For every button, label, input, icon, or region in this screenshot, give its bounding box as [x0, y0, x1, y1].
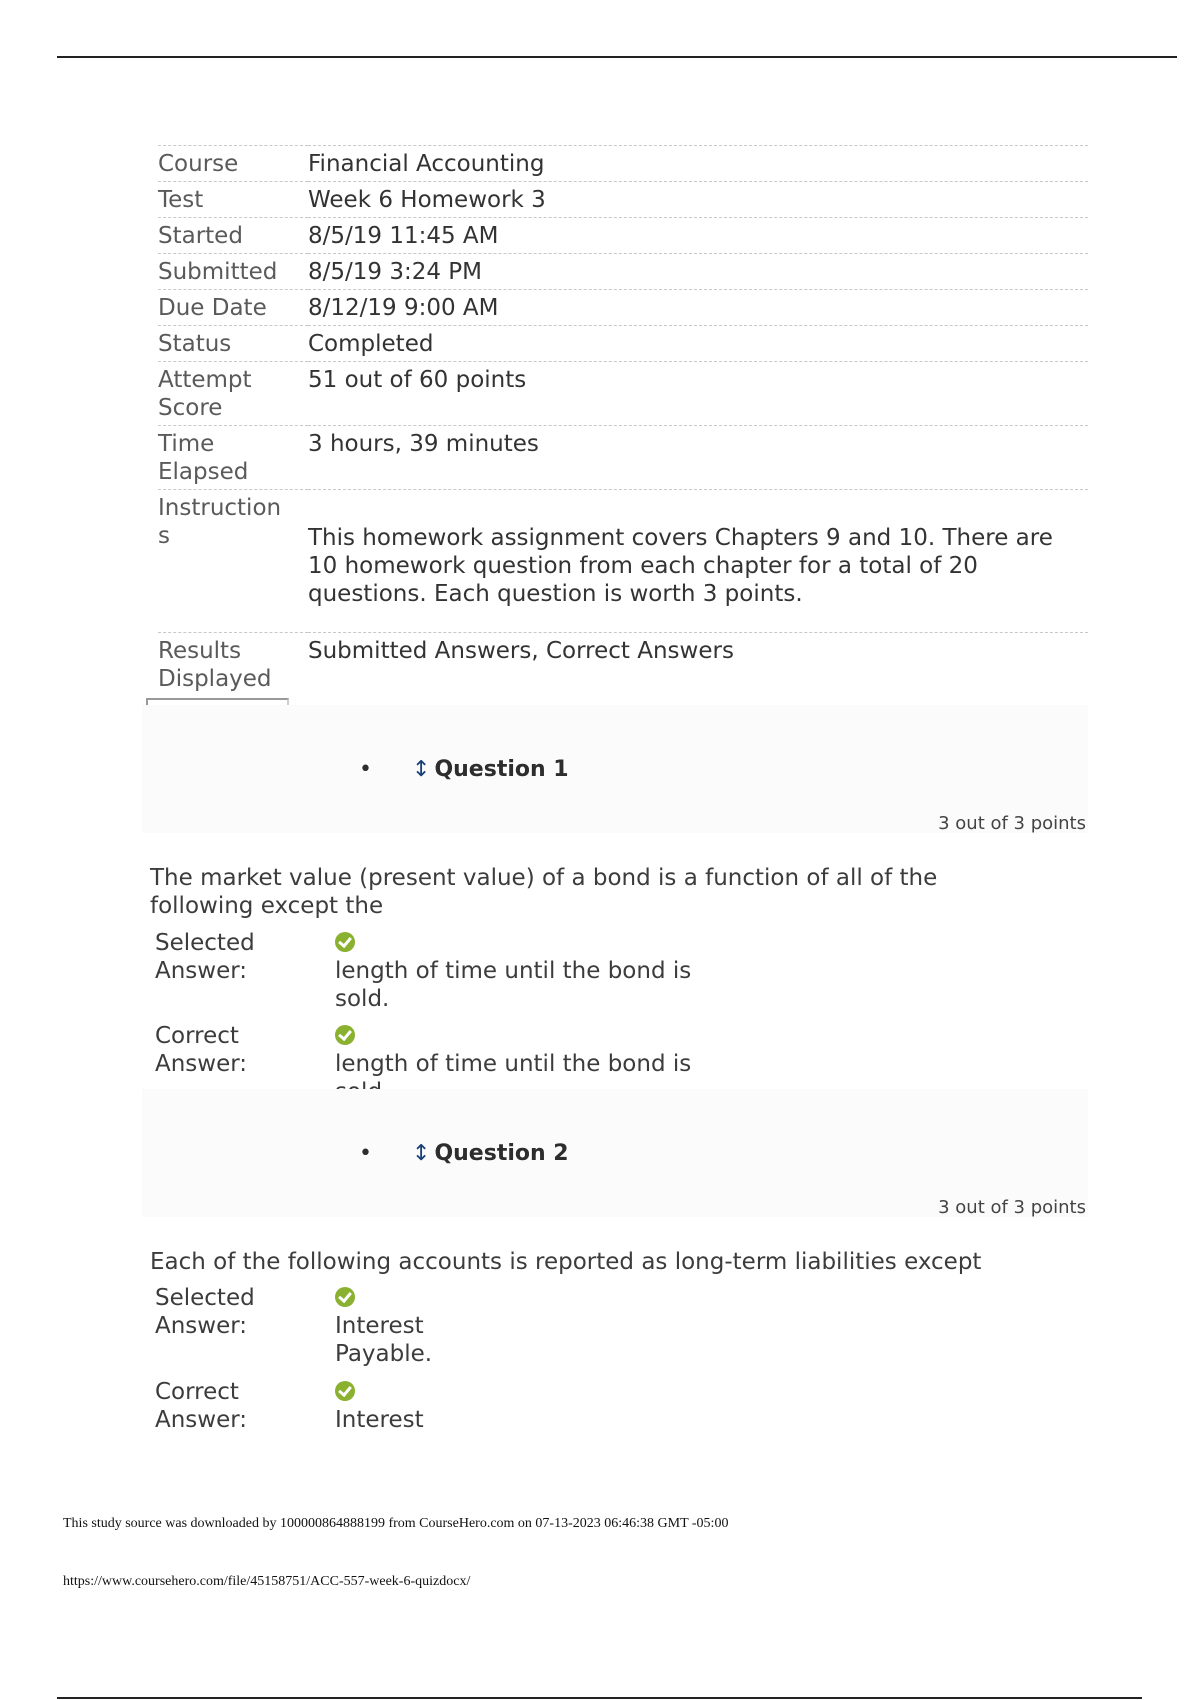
correct-check-icon: [335, 1025, 355, 1045]
info-row-status: [158, 326, 1088, 362]
instructions-label: [158, 490, 308, 633]
results-displayed-label-line2: Displayed: [158, 666, 272, 692]
time-elapsed-value: 3 hours, 39 minutes: [308, 431, 539, 457]
question-1-title-wrap[interactable]: [359, 757, 569, 782]
reorder-arrows-icon: ↕: [412, 1141, 431, 1166]
question-2-correct-answer: [155, 1378, 775, 1438]
info-row-attempt-score: [158, 362, 1088, 426]
question-1-header: [142, 705, 1088, 833]
bottom-rule: [57, 1697, 1142, 1699]
attempt-score-value: 51 out of 60 points: [308, 367, 527, 393]
selected-answer-text: Interest Payable.: [335, 1313, 433, 1367]
correct-label-line2: Answer:: [155, 1407, 248, 1433]
submitted-value: 8/5/19 3:24 PM: [308, 259, 483, 285]
attempt-score-label-line1: Attempt: [158, 367, 252, 393]
status-label: Status: [158, 331, 232, 357]
question-2-title: Question 2: [434, 1141, 569, 1166]
selected-label-line1: Selected: [155, 1285, 255, 1311]
correct-label-line1: Correct: [155, 1379, 239, 1405]
info-row-course: [158, 146, 1088, 182]
correct-answer-text: length of time until the bond is: [335, 1051, 692, 1077]
selected-answer-text: length of time until the bond is sold.: [335, 958, 692, 1012]
started-label: Started: [158, 223, 243, 249]
time-elapsed-label-line2: Elapsed: [158, 459, 249, 485]
instructions-text: This homework assignment covers Chapters 9 and 10. There are 10 homework question from each chapter for a total of 20 questions. Each question is worth 3 points.: [308, 525, 1053, 607]
info-row-submitted: [158, 254, 1088, 290]
reorder-arrows-icon: ↕: [412, 757, 431, 782]
correct-check-icon: [335, 932, 355, 952]
instructions-label-line2: s: [158, 523, 170, 549]
correct-answer-label: [155, 1378, 325, 1434]
test-value: Week 6 Homework 3: [308, 187, 546, 213]
results-displayed-label-line1: Results: [158, 638, 242, 664]
correct-answer-body: [335, 1378, 715, 1434]
selected-answer-body: [335, 929, 715, 1013]
status-value: Completed: [308, 331, 434, 357]
correct-check-icon: [335, 1287, 355, 1307]
course-value: Financial Accounting: [308, 151, 545, 177]
results-displayed-value: Submitted Answers, Correct Answers: [308, 638, 734, 664]
due-date-value: 8/12/19 9:00 AM: [308, 295, 499, 321]
question-1-selected-answer: [155, 929, 775, 1019]
download-notice: This study source was downloaded by 100000864888199 from CourseHero.com on 07-13-2023 06:46:38 GMT -05:00: [63, 1516, 729, 1531]
submitted-label: Submitted: [158, 259, 278, 285]
selected-label-line1: Selected: [155, 930, 255, 956]
course-label: Course: [158, 151, 239, 177]
info-row-results-displayed: [158, 633, 1088, 697]
source-url[interactable]: https://www.coursehero.com/file/45158751/ACC-557-week-6-quizdocx/: [63, 1574, 471, 1589]
time-elapsed-label-line1: Time: [158, 431, 215, 457]
test-label: Test: [158, 187, 204, 213]
question-2-title-wrap[interactable]: [359, 1141, 569, 1166]
question-1-points: 3 out of 3 points: [938, 813, 1086, 834]
selected-label-line2: Answer:: [155, 1313, 248, 1339]
info-row-started: [158, 218, 1088, 254]
question-1-title: Question 1: [434, 757, 569, 782]
selected-answer-label: [155, 929, 325, 985]
question-1-text: The market value (present value) of a bond is a function of all of the following except the: [150, 865, 938, 919]
question-2-header: [142, 1089, 1088, 1217]
question-2-points: 3 out of 3 points: [938, 1197, 1086, 1218]
correct-label-line1: Correct: [155, 1023, 239, 1049]
selected-label-line2: Answer:: [155, 958, 248, 984]
time-elapsed-label: [158, 426, 308, 490]
attempt-score-label-line2: Score: [158, 395, 223, 421]
correct-answer-label: [155, 1022, 325, 1078]
test-info-table: [158, 145, 1088, 696]
info-row-time-elapsed: [158, 426, 1088, 490]
selected-answer-body: [335, 1284, 455, 1368]
correct-answer-text: Interest: [335, 1407, 424, 1433]
question-2-selected-answer: [155, 1284, 775, 1374]
question-2-text: Each of the following accounts is reported as long-term liabilities except: [150, 1249, 982, 1275]
attempt-score-label: [158, 362, 308, 426]
info-row-test: [158, 182, 1088, 218]
due-date-label: Due Date: [158, 295, 267, 321]
started-value: 8/5/19 11:45 AM: [308, 223, 499, 249]
top-rule: [57, 56, 1177, 58]
info-row-instructions: [158, 490, 1088, 633]
bullet-icon: •: [359, 1141, 372, 1166]
results-displayed-label: [158, 633, 308, 697]
correct-label-line2: Answer:: [155, 1051, 248, 1077]
info-row-due-date: [158, 290, 1088, 326]
instructions-label-line1: Instruction: [158, 495, 282, 521]
instructions-value: [308, 490, 1088, 633]
correct-check-icon: [335, 1381, 355, 1401]
selected-answer-label: [155, 1284, 325, 1340]
bullet-icon: •: [359, 757, 372, 782]
